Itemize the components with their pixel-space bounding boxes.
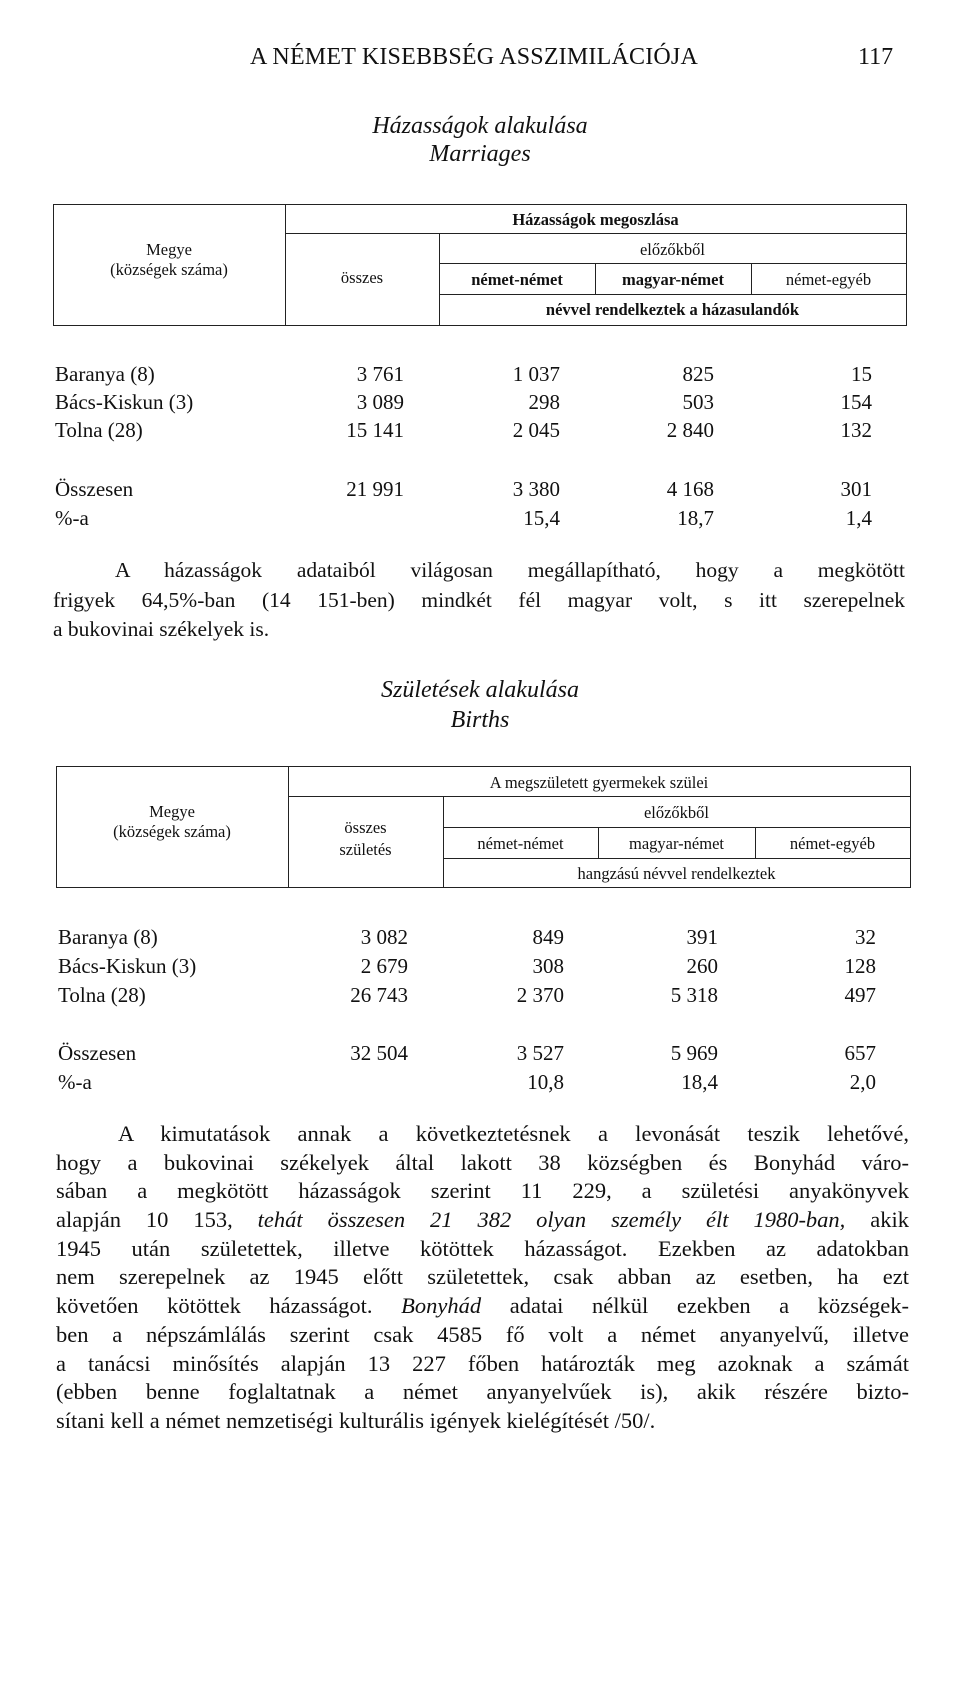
table-row: Tolna (28) 26 743 2 370 5 318 497 <box>58 983 876 1007</box>
births-head-group: A megszületett gyermekek szülei <box>489 773 709 792</box>
table-row-percent: %-a 10,8 18,4 2,0 <box>58 1070 876 1094</box>
marriages-head-col3: német-egyéb <box>785 270 872 289</box>
table-row: Bács-Kiskun (3) 2 679 308 260 128 <box>58 954 876 978</box>
marriages-head-group: Házasságok megoszlása <box>512 210 679 229</box>
table-row: Baranya (8) 3 761 1 037 825 15 <box>55 362 872 386</box>
births-head-footer: hangzású névvel rendelkeztek <box>577 864 776 883</box>
births-title-en: Births <box>450 707 510 733</box>
marriages-head-footer: névvel rendelkeztek a házasulandók <box>545 300 800 319</box>
marriages-head-col2: magyar-német <box>621 270 724 289</box>
births-head-col2: magyar-német <box>629 834 724 853</box>
paragraph-conclusion: A kimutatások annak a következtetésnek a levonását teszik lehetővé, hogy a bukovinai székelyek által lakott 38 községben és Bonyhád váro- sában a megkötött házasságok szerint 11 229, a születési anyakönyvek alapján 10 153, tehát összesen 21 382 olyan személy élt 1980-ban, akik 1945 után születettek, illetve kötöttek házasságot. Ezekben az adatokban nem szerepelnek az 1945 előtt születettek, csak abban az esetben, ha ezt követően kötöttek házasságot. Bonyhád adatai nélkül ezekben a községek- ben a népszámlálás szerint csak 4585 fő volt a német anyanyelvű, illetve a tanácsi minősítés alapján 13 227 főben határozták meg azoknak a számát (ebben benne foglaltatnak a német anyanyelvűek is), akik részére bizto- sítani kell a német nemzetiségi kulturális igények kielégítését /50/. <box>56 1121 909 1433</box>
table-row: Tolna (28) 15 141 2 045 2 840 132 <box>55 418 872 442</box>
marriages-head-county: Megye <box>146 240 192 259</box>
emphasis-text: tehát összesen 21 382 olyan személy élt 1980-ban, <box>257 1207 846 1233</box>
table-row: Baranya (8) 3 082 849 391 32 <box>58 925 876 949</box>
births-title: Születések alakulása <box>381 677 579 703</box>
table-row-total: Összesen 32 504 3 527 5 969 657 <box>58 1041 876 1065</box>
births-head-col1: német-német <box>477 834 564 853</box>
emphasis-place: Bonyhád <box>401 1293 482 1319</box>
births-head-county-sub: (községek száma) <box>113 822 231 841</box>
marriages-title: Házasságok alakulása <box>372 113 588 139</box>
paragraph-line-emphasis: alapján 10 153, tehát összesen 21 382 olyan személy élt 1980-ban, akik <box>56 1207 909 1233</box>
births-head-total-sub: születés <box>339 840 392 859</box>
marriages-head-subgroup: előzőkből <box>639 240 706 259</box>
paragraph-marriages: A házasságok adataiból világosan megállapítható, hogy a megkötött frigyek 64,5%-ban (14 151-ben) mindkét fél magyar volt, s itt szerepelnek a bukovinai székelyek is. <box>53 558 905 641</box>
running-title: A NÉMET KISEBBSÉG ASSZIMILÁCIÓJA <box>250 44 698 70</box>
marriages-head-total: összes <box>340 268 384 287</box>
marriages-head-col1: német-német <box>471 270 563 289</box>
page-number: 117 <box>858 44 894 70</box>
table-row-percent: %-a 15,4 18,7 1,4 <box>55 506 872 530</box>
marriages-head-county-sub: (községek száma) <box>110 260 228 279</box>
births-head-col3: német-egyéb <box>789 834 876 853</box>
marriages-title-en: Marriages <box>429 141 531 167</box>
births-head-total: összes <box>344 818 387 837</box>
table-row: Bács-Kiskun (3) 3 089 298 503 154 <box>55 390 872 414</box>
births-head-county: Megye <box>149 802 195 821</box>
births-head-subgroup: előzőkből <box>643 803 710 822</box>
table-row-total: Összesen 21 991 3 380 4 168 301 <box>55 477 872 501</box>
